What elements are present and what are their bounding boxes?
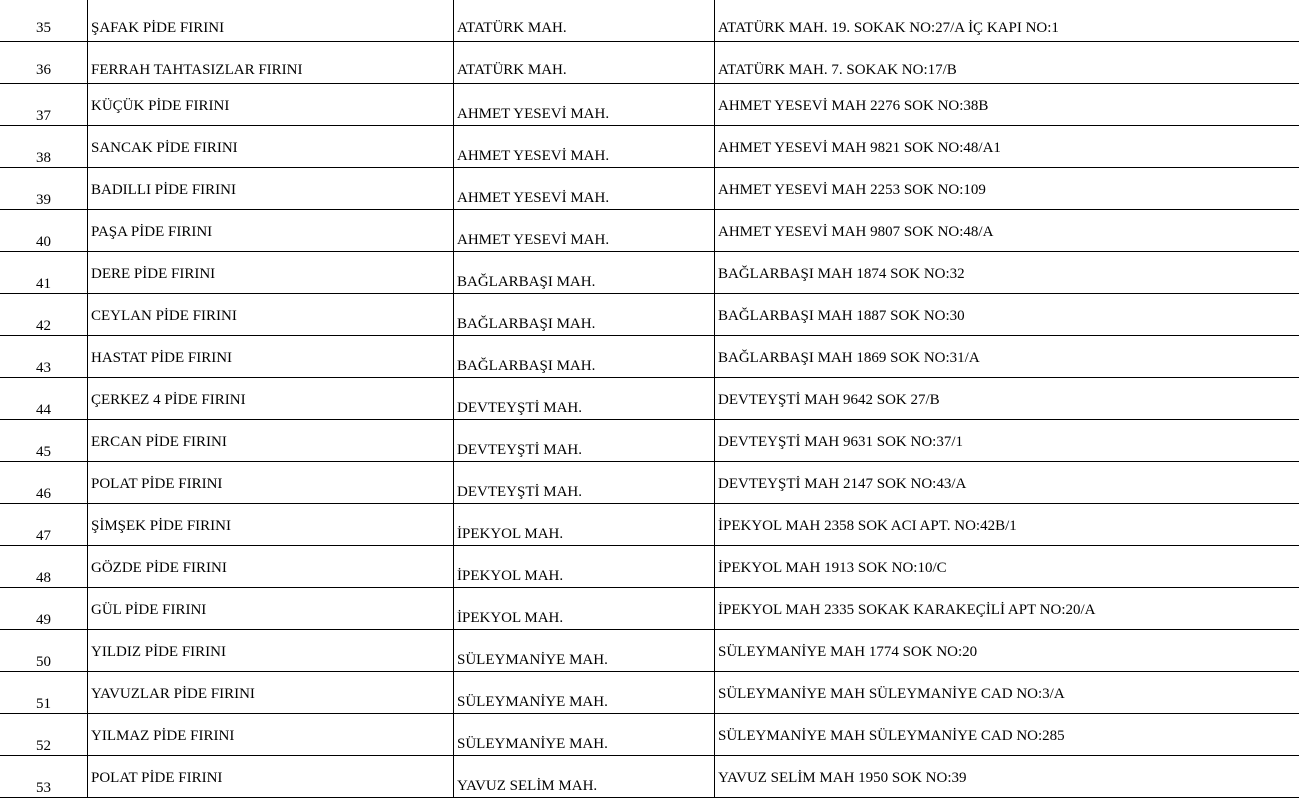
address-cell xyxy=(716,504,1299,545)
neighborhood-cell-text: BAĞLARBAŞI MAH. xyxy=(457,316,596,332)
bakery-name-cell-text: POLAT PİDE FIRINI xyxy=(91,476,223,492)
bakery-name-cell-text: YILDIZ PİDE FIRINI xyxy=(91,644,226,660)
table-row xyxy=(0,0,1299,42)
row-number-cell xyxy=(0,84,88,125)
row-number-cell xyxy=(0,756,88,797)
row-number-cell-text: 35 xyxy=(36,20,51,36)
bakery-name-cell-text: HASTAT PİDE FIRINI xyxy=(91,350,233,366)
table-row xyxy=(0,756,1299,798)
bakery-name-cell-text: POLAT PİDE FIRINI xyxy=(91,770,223,786)
address-cell xyxy=(716,462,1299,503)
bakery-name-cell-text: BADILLI PİDE FIRINI xyxy=(91,182,236,198)
bakery-name-cell-text: ŞİMŞEK PİDE FIRINI xyxy=(91,518,232,534)
address-cell xyxy=(716,210,1299,251)
neighborhood-cell-text: AHMET YESEVİ MAH. xyxy=(457,190,610,206)
bakery-name-cell xyxy=(89,0,454,41)
neighborhood-cell xyxy=(455,378,715,419)
row-number-cell xyxy=(0,588,88,629)
row-number-cell-text: 46 xyxy=(36,486,51,502)
address-cell xyxy=(716,420,1299,461)
bakery-name-cell xyxy=(89,336,454,377)
bakery-name-cell xyxy=(89,462,454,503)
address-cell xyxy=(716,126,1299,167)
address-cell xyxy=(716,168,1299,209)
address-cell-text: ATATÜRK MAH. 19. SOKAK NO:27/A İÇ KAPI NO:1 xyxy=(718,20,1059,36)
table-row xyxy=(0,294,1299,336)
address-cell-text: BAĞLARBAŞI MAH 1874 SOK NO:32 xyxy=(718,266,965,282)
neighborhood-cell-text: DEVTEYŞTİ MAH. xyxy=(457,400,582,416)
neighborhood-cell xyxy=(455,126,715,167)
address-cell-text: DEVTEYŞTİ MAH 2147 SOK NO:43/A xyxy=(718,476,967,492)
row-number-cell xyxy=(0,378,88,419)
row-number-cell-text: 37 xyxy=(36,108,51,124)
table-row xyxy=(0,546,1299,588)
table-row xyxy=(0,336,1299,378)
bakery-name-cell xyxy=(89,672,454,713)
neighborhood-cell xyxy=(455,420,715,461)
table-row xyxy=(0,252,1299,294)
neighborhood-cell-text: YAVUZ SELİM MAH. xyxy=(457,778,598,794)
table-row xyxy=(0,420,1299,462)
row-number-cell xyxy=(0,546,88,587)
bakery-name-cell xyxy=(89,84,454,125)
neighborhood-cell-text: DEVTEYŞTİ MAH. xyxy=(457,442,582,458)
address-cell-text: İPEKYOL MAH 2358 SOK ACI APT. NO:42B/1 xyxy=(718,518,1017,534)
row-number-cell-text: 36 xyxy=(36,62,51,78)
row-number-cell-text: 49 xyxy=(36,612,51,628)
address-cell-text: BAĞLARBAŞI MAH 1869 SOK NO:31/A xyxy=(718,350,980,366)
bakery-name-cell xyxy=(89,294,454,335)
table-row xyxy=(0,504,1299,546)
neighborhood-cell xyxy=(455,546,715,587)
bakery-name-cell-text: GÜL PİDE FIRINI xyxy=(91,602,207,618)
table-row xyxy=(0,210,1299,252)
neighborhood-cell-text: DEVTEYŞTİ MAH. xyxy=(457,484,582,500)
table-row xyxy=(0,168,1299,210)
neighborhood-cell xyxy=(455,294,715,335)
address-cell xyxy=(716,252,1299,293)
row-number-cell xyxy=(0,504,88,545)
address-cell xyxy=(716,294,1299,335)
neighborhood-cell xyxy=(455,252,715,293)
bakery-name-cell xyxy=(89,546,454,587)
neighborhood-cell xyxy=(455,462,715,503)
address-cell-text: SÜLEYMANİYE MAH SÜLEYMANİYE CAD NO:285 xyxy=(718,728,1065,744)
address-cell xyxy=(716,630,1299,671)
bakery-name-cell xyxy=(89,126,454,167)
address-cell xyxy=(716,546,1299,587)
bakery-name-cell xyxy=(89,756,454,797)
bakery-name-cell xyxy=(89,210,454,251)
bakery-name-cell xyxy=(89,714,454,755)
row-number-cell-text: 51 xyxy=(36,696,51,712)
bakery-name-cell xyxy=(89,168,454,209)
neighborhood-cell-text: SÜLEYMANİYE MAH. xyxy=(457,736,608,752)
address-cell-text: DEVTEYŞTİ MAH 9631 SOK NO:37/1 xyxy=(718,434,963,450)
neighborhood-cell xyxy=(455,210,715,251)
bakery-name-cell-text: ÇERKEZ 4 PİDE FIRINI xyxy=(91,392,246,408)
address-cell xyxy=(716,336,1299,377)
table-row xyxy=(0,378,1299,420)
address-cell xyxy=(716,42,1299,83)
address-cell xyxy=(716,84,1299,125)
row-number-cell xyxy=(0,168,88,209)
address-cell-text: AHMET YESEVİ MAH 9821 SOK NO:48/A1 xyxy=(718,140,1001,156)
address-cell-text: İPEKYOL MAH 2335 SOKAK KARAKEÇİLİ APT NO:20/A xyxy=(718,602,1096,618)
row-number-cell xyxy=(0,42,88,83)
address-cell-text: AHMET YESEVİ MAH 2276 SOK NO:38B xyxy=(718,98,989,114)
row-number-cell-text: 50 xyxy=(36,654,51,670)
neighborhood-cell-text: İPEKYOL MAH. xyxy=(457,568,564,584)
neighborhood-cell xyxy=(455,0,715,41)
bakery-name-cell xyxy=(89,42,454,83)
neighborhood-cell xyxy=(455,336,715,377)
address-cell xyxy=(716,378,1299,419)
row-number-cell xyxy=(0,462,88,503)
row-number-cell-text: 47 xyxy=(36,528,51,544)
bakery-name-cell-text: YILMAZ PİDE FIRINI xyxy=(91,728,235,744)
neighborhood-cell xyxy=(455,168,715,209)
table-row xyxy=(0,672,1299,714)
row-number-cell-text: 39 xyxy=(36,192,51,208)
row-number-cell-text: 43 xyxy=(36,360,51,376)
address-cell-text: SÜLEYMANİYE MAH 1774 SOK NO:20 xyxy=(718,644,978,660)
address-cell xyxy=(716,714,1299,755)
row-number-cell-text: 40 xyxy=(36,234,51,250)
row-number-cell-text: 52 xyxy=(36,738,51,754)
bakery-name-cell-text: DERE PİDE FIRINI xyxy=(91,266,216,282)
neighborhood-cell xyxy=(455,714,715,755)
row-number-cell-text: 44 xyxy=(36,402,51,418)
row-number-cell-text: 42 xyxy=(36,318,51,334)
bakery-name-cell xyxy=(89,420,454,461)
row-number-cell-text: 48 xyxy=(36,570,51,586)
address-cell-text: SÜLEYMANİYE MAH SÜLEYMANİYE CAD NO:3/A xyxy=(718,686,1065,702)
neighborhood-cell xyxy=(455,588,715,629)
address-cell-text: BAĞLARBAŞI MAH 1887 SOK NO:30 xyxy=(718,308,965,324)
address-cell xyxy=(716,672,1299,713)
bakery-name-cell-text: YAVUZLAR PİDE FIRINI xyxy=(91,686,255,702)
row-number-cell xyxy=(0,294,88,335)
neighborhood-cell-text: AHMET YESEVİ MAH. xyxy=(457,148,610,164)
table-row xyxy=(0,126,1299,168)
neighborhood-cell xyxy=(455,84,715,125)
row-number-cell xyxy=(0,126,88,167)
table-row xyxy=(0,462,1299,504)
neighborhood-cell xyxy=(455,42,715,83)
bakery-name-cell xyxy=(89,378,454,419)
table-row xyxy=(0,588,1299,630)
neighborhood-cell-text: ATATÜRK MAH. xyxy=(457,62,567,78)
neighborhood-cell-text: BAĞLARBAŞI MAH. xyxy=(457,358,596,374)
row-number-cell-text: 41 xyxy=(36,276,51,292)
neighborhood-cell xyxy=(455,672,715,713)
neighborhood-cell-text: SÜLEYMANİYE MAH. xyxy=(457,694,608,710)
bakery-name-cell xyxy=(89,252,454,293)
address-cell-text: YAVUZ SELİM MAH 1950 SOK NO:39 xyxy=(718,770,967,786)
neighborhood-cell xyxy=(455,504,715,545)
row-number-cell xyxy=(0,630,88,671)
table-row xyxy=(0,630,1299,672)
bakery-name-cell-text: FERRAH TAHTASIZLAR FIRINI xyxy=(91,62,303,78)
row-number-cell-text: 53 xyxy=(36,780,51,796)
neighborhood-cell xyxy=(455,756,715,797)
bakery-name-cell-text: ERCAN PİDE FIRINI xyxy=(91,434,227,450)
neighborhood-cell-text: AHMET YESEVİ MAH. xyxy=(457,106,610,122)
address-cell xyxy=(716,0,1299,41)
bakery-name-cell-text: GÖZDE PİDE FIRINI xyxy=(91,560,227,576)
bakery-name-cell-text: CEYLAN PİDE FIRINI xyxy=(91,308,237,324)
table-row xyxy=(0,714,1299,756)
neighborhood-cell-text: BAĞLARBAŞI MAH. xyxy=(457,274,596,290)
address-cell xyxy=(716,756,1299,797)
row-number-cell xyxy=(0,336,88,377)
table-row xyxy=(0,84,1299,126)
neighborhood-cell-text: SÜLEYMANİYE MAH. xyxy=(457,652,608,668)
table-row xyxy=(0,42,1299,84)
row-number-cell xyxy=(0,714,88,755)
bakery-name-cell-text: ŞAFAK PİDE FIRINI xyxy=(91,20,225,36)
address-cell-text: ATATÜRK MAH. 7. SOKAK NO:17/B xyxy=(718,62,957,78)
neighborhood-cell-text: İPEKYOL MAH. xyxy=(457,610,564,626)
row-number-cell xyxy=(0,0,88,41)
neighborhood-cell-text: ATATÜRK MAH. xyxy=(457,20,567,36)
address-cell-text: İPEKYOL MAH 1913 SOK NO:10/C xyxy=(718,560,947,576)
address-cell-text: AHMET YESEVİ MAH 2253 SOK NO:109 xyxy=(718,182,986,198)
neighborhood-cell-text: İPEKYOL MAH. xyxy=(457,526,564,542)
neighborhood-cell xyxy=(455,630,715,671)
address-cell xyxy=(716,588,1299,629)
address-cell-text: AHMET YESEVİ MAH 9807 SOK NO:48/A xyxy=(718,224,994,240)
row-number-cell xyxy=(0,420,88,461)
row-number-cell-text: 38 xyxy=(36,150,51,166)
row-number-cell xyxy=(0,672,88,713)
bakery-name-cell-text: SANCAK PİDE FIRINI xyxy=(91,140,238,156)
bakery-name-cell-text: PAŞA PİDE FIRINI xyxy=(91,224,213,240)
bakery-name-cell-text: KÜÇÜK PİDE FIRINI xyxy=(91,98,230,114)
bakery-name-cell xyxy=(89,588,454,629)
row-number-cell xyxy=(0,210,88,251)
bakery-name-cell xyxy=(89,504,454,545)
neighborhood-cell-text: AHMET YESEVİ MAH. xyxy=(457,232,610,248)
row-number-cell xyxy=(0,252,88,293)
address-cell-text: DEVTEYŞTİ MAH 9642 SOK 27/B xyxy=(718,392,940,408)
bakery-name-cell xyxy=(89,630,454,671)
row-number-cell-text: 45 xyxy=(36,444,51,460)
